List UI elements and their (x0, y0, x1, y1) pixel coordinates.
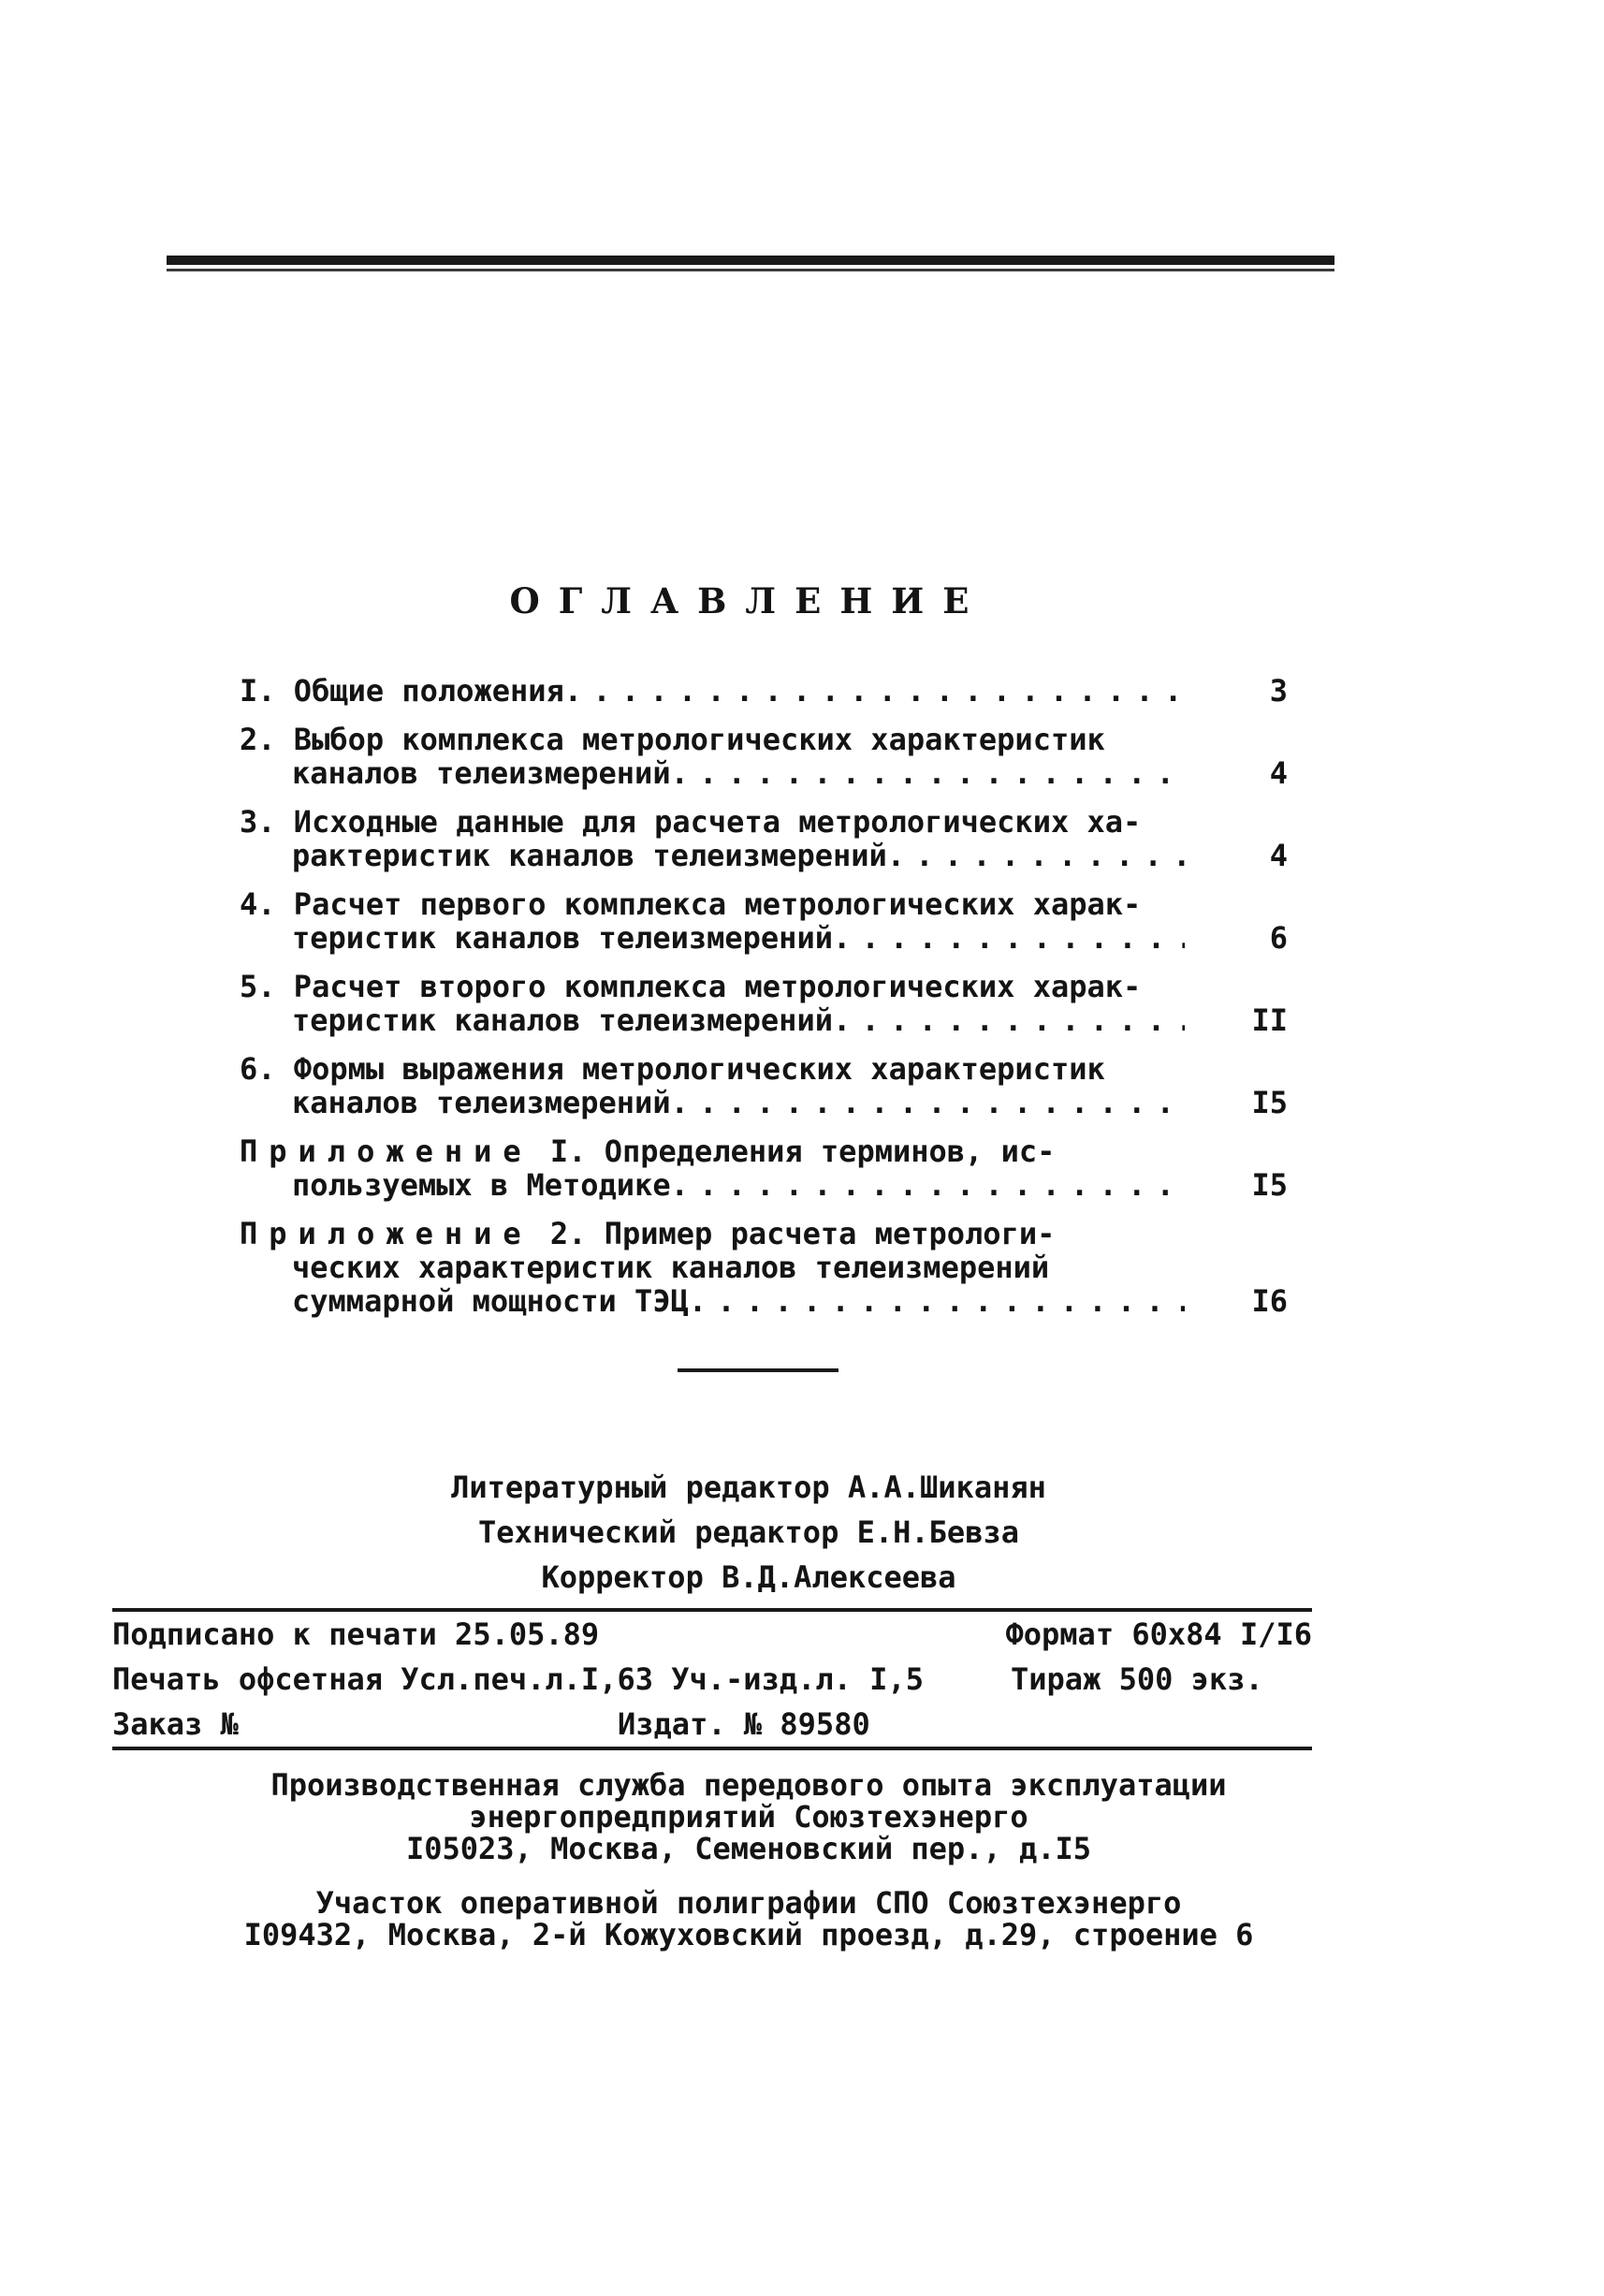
top-rule-thick (167, 256, 1334, 265)
toc-item-text: каналов телеизмерений (292, 756, 671, 790)
toc-page-number: 6 (1269, 920, 1288, 956)
toc-page-number: II (1251, 1002, 1288, 1038)
toc-page-number: 3 (1269, 673, 1288, 709)
dot-leader (689, 1284, 1185, 1318)
dot-leader (833, 1003, 1185, 1037)
publisher-info (0, 1769, 1497, 1951)
toc-item-appendix[interactable] (240, 1217, 1288, 1318)
toc-page-number: I5 (1251, 1167, 1288, 1203)
toc-item-text: 2. Выбор комплекса метрологических характеристик (240, 723, 1105, 756)
toc-page-number: 4 (1269, 838, 1288, 873)
toc-item-text: 5. Расчет второго комплекса метрологических харак- (240, 970, 1142, 1003)
publisher-address: I05023, Москва, Семеновский пер., д.I5 (405, 1831, 1092, 1866)
print-details: Печать офсетная Усл.печ.л.I,63 Уч.-изд.л. I,5 (112, 1661, 924, 1697)
proofreader: Корректор В.Д.Алексеева (541, 1559, 956, 1595)
toc-item[interactable] (240, 723, 1288, 790)
dot-leader (564, 674, 1185, 708)
appendix-label: Приложение (240, 1134, 532, 1168)
toc-item-text: 2. Пример расчета метрологи- (532, 1217, 1056, 1250)
toc-item-text: ческих характеристик каналов телеизмерений (292, 1250, 1050, 1284)
toc-item[interactable] (240, 887, 1288, 955)
publisher-line: энергопредприятий Союзтехэнерго (469, 1799, 1028, 1835)
toc-item[interactable] (240, 1052, 1288, 1119)
toc-item-text: теристик каналов телеизмерений (292, 1003, 833, 1037)
table-of-contents (240, 674, 1288, 1333)
toc-item[interactable] (240, 674, 1288, 708)
toc-item[interactable] (240, 970, 1288, 1037)
toc-item-appendix[interactable] (240, 1134, 1288, 1202)
print-run: Тираж 500 экз. (1011, 1661, 1263, 1697)
imprint-block (112, 1608, 1312, 1750)
toc-item-text: пользуемых в Методике (292, 1168, 671, 1202)
toc-item-text: 3. Исходные данные для расчета метрологических ха- (240, 805, 1142, 839)
toc-item-text: 4. Расчет первого комплекса метрологических харак- (240, 887, 1142, 921)
printer-line: Участок оперативной полиграфии СПО Союзтехэнерго (315, 1885, 1182, 1921)
toc-item[interactable] (240, 805, 1288, 872)
format: Формат 60x84 I/I6 (1005, 1616, 1312, 1652)
toc-page-number: I6 (1251, 1283, 1288, 1319)
printer-address: I09432, Москва, 2-й Кожуховский проезд, д.29, строение 6 (243, 1917, 1254, 1952)
toc-page-number: 4 (1269, 755, 1288, 791)
editors-credits (0, 1465, 1497, 1600)
toc-item-text: рактеристик каналов телеизмерений (292, 839, 887, 872)
dot-leader (887, 839, 1185, 872)
appendix-label: Приложение (240, 1217, 532, 1250)
section-divider (678, 1368, 838, 1372)
dot-leader (671, 756, 1185, 790)
order-number: Заказ № (112, 1706, 239, 1742)
toc-item-text: каналов телеизмерений (292, 1086, 671, 1119)
toc-heading: ОГЛАВЛЕНИЕ (509, 580, 988, 622)
dot-leader (671, 1168, 1185, 1202)
toc-item-text: суммарной мощности ТЭЦ (292, 1284, 689, 1318)
publication-number: Издат. № 89580 (618, 1706, 870, 1742)
toc-item-text: I. Определения терминов, ис- (532, 1134, 1056, 1168)
publisher-line: Производственная служба передового опыта эксплуатации (270, 1767, 1227, 1803)
literary-editor: Литературный редактор А.А.Шиканян (451, 1470, 1046, 1505)
toc-item-text: I. Общие положения (240, 674, 564, 708)
dot-leader (671, 1086, 1185, 1119)
imprint-bottom-rule (112, 1747, 1312, 1750)
dot-leader (833, 921, 1185, 955)
top-rule-thin (167, 269, 1334, 271)
technical-editor: Технический редактор Е.Н.Бевза (478, 1514, 1019, 1550)
signed-to-print: Подписано к печати 25.05.89 (112, 1616, 600, 1652)
toc-item-text: 6. Формы выражения метрологических характеристик (240, 1052, 1105, 1086)
toc-item-text: теристик каналов телеизмерений (292, 921, 833, 955)
toc-page-number: I5 (1251, 1085, 1288, 1120)
